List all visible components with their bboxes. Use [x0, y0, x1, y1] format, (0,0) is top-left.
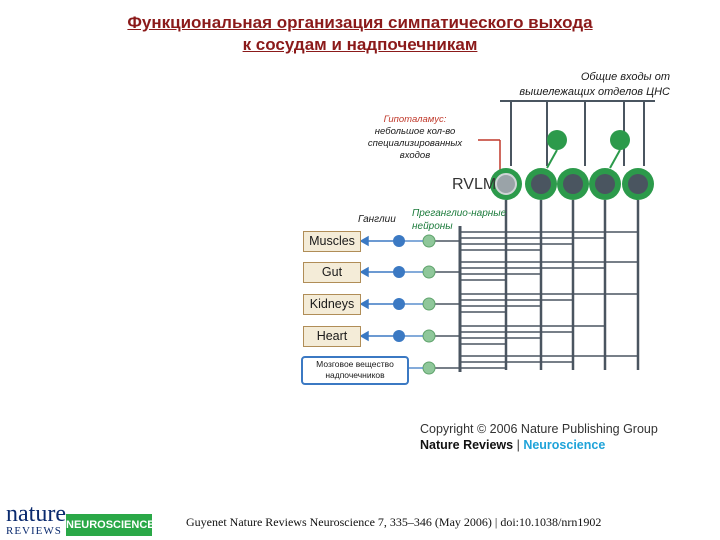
logo-reviews-text: REVIEWS: [6, 525, 62, 537]
citation: Guyenet Nature Reviews Neuroscience 7, 335–346 (May 2006) | doi:10.1038/nrn1902: [186, 515, 602, 529]
organ-muscles: Muscles: [303, 231, 361, 252]
copyright-journal: Nature Reviews: [420, 438, 514, 452]
green-interneurons: [547, 130, 630, 168]
adrenal-line-2: надпочечников: [325, 370, 385, 380]
interneuron-2: [610, 130, 630, 150]
cns-inputs-label: [470, 70, 670, 100]
hypothalamus-line-2: небольшое кол-во: [374, 126, 456, 137]
ganglion-neuron-1: [393, 235, 405, 247]
hypothalamus-label: [355, 114, 475, 162]
copyright-block: [420, 421, 670, 453]
adrenal-line-1: Мозговое вещество: [316, 359, 394, 369]
ganglion-neuron-4: [393, 330, 405, 342]
cns-inputs-line-1: Общие входы от: [580, 71, 670, 83]
postganglionic-arrows: [361, 237, 393, 340]
copyright-separator: |: [513, 438, 524, 452]
preganglionic-line-2: нейроны: [412, 221, 453, 232]
preganglionic-neuron-3: [423, 298, 435, 310]
preganglionic-line-1: Преганглио-нарные: [412, 208, 507, 219]
copyright-field: Neuroscience: [523, 438, 606, 452]
preganglionic-label: [412, 207, 512, 233]
ganglion-neuron-2: [393, 266, 405, 278]
hypothalamus-input: [478, 140, 500, 170]
preganglionic-neuron-5: [423, 362, 435, 374]
cns-inputs-line-2: вышележащих отделов ЦНС: [519, 86, 670, 98]
organ-kidneys: Kidneys: [303, 294, 361, 315]
preganglionic-neuron-2: [423, 266, 435, 278]
title-line-2: к сосудам и надпочечникам: [242, 35, 478, 54]
hypothalamus-line-3: специализированных: [367, 138, 463, 149]
bulbospinal-fibers: [506, 200, 638, 370]
adrenal-medulla-box: [301, 356, 409, 385]
preganglionic-neuron-1: [423, 235, 435, 247]
rvlm-label: RVLM: [452, 176, 497, 193]
logo-neuroscience-badge: NEUROSCIENCE: [66, 514, 152, 536]
spinal-projections: [460, 232, 638, 368]
copyright-line: Copyright © 2006 Nature Publishing Group: [420, 422, 658, 436]
preganglionic-neuron-4: [423, 330, 435, 342]
preganglionic-neurons: [423, 235, 435, 374]
organ-heart: Heart: [303, 326, 361, 347]
ganglion-neuron-3: [393, 298, 405, 310]
hypothalamus-title: Гипоталамус:: [383, 114, 447, 125]
ganglia-label: Ганглии: [358, 214, 396, 225]
ganglion-neurons: [393, 235, 405, 342]
title-line-1: Функциональная организация симпатического выхода: [127, 13, 593, 32]
organ-gut: Gut: [303, 262, 361, 283]
logo-nature-text: nature: [6, 501, 66, 527]
interneuron-1: [547, 130, 567, 150]
rvlm-neurons: [490, 168, 654, 200]
hypothalamus-line-4: входов: [399, 150, 431, 161]
